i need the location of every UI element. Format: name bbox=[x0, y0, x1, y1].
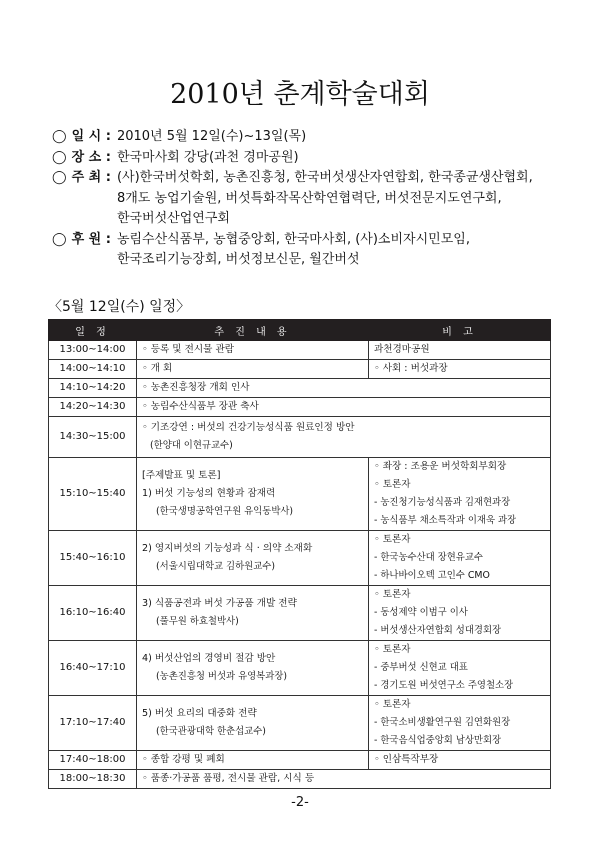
content-line: (한국생명공학연구원 유익동박사) bbox=[156, 506, 294, 517]
table-row bbox=[49, 341, 551, 360]
row-content bbox=[137, 531, 369, 586]
note-line: - 한국농수산대 장현유교수 bbox=[374, 552, 483, 563]
content-line: 3) 식품공전과 버섯 가공품 개발 전략 bbox=[142, 598, 297, 609]
circle-bullet-icon: ◯ bbox=[52, 149, 67, 165]
row-time: 15:40~16:10 bbox=[49, 531, 137, 586]
row-time: 17:10~17:40 bbox=[49, 696, 137, 751]
content-line: (한양대 이현규교수) bbox=[150, 440, 233, 451]
row-note bbox=[369, 751, 551, 770]
info-date bbox=[52, 127, 572, 148]
content-line: 5) 버섯 요리의 대중화 전략 bbox=[142, 708, 257, 719]
table-row bbox=[49, 531, 551, 586]
row-content bbox=[137, 379, 551, 398]
info-host-label: 주 최 : bbox=[71, 170, 111, 185]
info-place bbox=[52, 148, 572, 169]
info-date-value: 2010년 5월 12일(수)~13일(목) bbox=[116, 129, 307, 144]
row-time: 16:40~17:10 bbox=[49, 641, 137, 696]
row-time: 13:00~14:00 bbox=[49, 341, 137, 360]
content-line: (서울시립대학교 김하원교수) bbox=[156, 561, 275, 572]
circle-bullet-icon: ◯ bbox=[52, 170, 67, 185]
info-host-line: (사)한국버섯학회, 농촌진흥청, 한국버섯생산자연합회, 한국종균생산협회, bbox=[116, 170, 533, 185]
info-sponsor-label: 후 원 : bbox=[71, 231, 111, 247]
row-content bbox=[137, 341, 369, 360]
page-number: -2- bbox=[291, 795, 309, 810]
table-row bbox=[49, 586, 551, 641]
note-line: ◦ 토론자 bbox=[374, 479, 411, 490]
table-row bbox=[49, 770, 551, 789]
note-line: ◦ 좌장 : 조용운 버섯학회부회장 bbox=[374, 461, 507, 472]
note-line: 과천경마공원 bbox=[374, 344, 430, 355]
note-line: ◦ 인삼특작부장 bbox=[374, 754, 439, 765]
row-content bbox=[137, 417, 551, 458]
content-line: ◦ 개 회 bbox=[142, 363, 173, 374]
row-content bbox=[137, 770, 551, 789]
info-sponsor-line: 농림수산식품부, 농협중앙회, 한국마사회, (사)소비자시민모임, bbox=[116, 231, 470, 247]
content-line: [주제발표 및 토론] bbox=[142, 470, 221, 481]
row-note bbox=[369, 531, 551, 586]
info-host bbox=[52, 168, 572, 230]
table-header-row bbox=[49, 320, 551, 341]
note-line: - 중부버섯 신현교 대표 bbox=[374, 662, 468, 673]
table-row bbox=[49, 360, 551, 379]
row-time: 18:00~18:30 bbox=[49, 770, 137, 789]
content-line: 1) 버섯 기능성의 현황과 잠재력 bbox=[142, 488, 276, 499]
row-note bbox=[369, 586, 551, 641]
row-note bbox=[369, 641, 551, 696]
content-line: ◦ 등록 및 전시물 관람 bbox=[142, 344, 234, 355]
row-time: 15:10~15:40 bbox=[49, 458, 137, 531]
note-line: ◦ 토론자 bbox=[374, 644, 411, 655]
header-note: 비 고 bbox=[369, 320, 551, 341]
header-content: 추 진 내 용 bbox=[137, 320, 369, 341]
info-host-line: 8개도 농업기술원, 버섯특화작목산학연협력단, 버섯전문지도연구회, bbox=[116, 190, 502, 206]
content-line: ◦ 농촌진흥청장 개회 인사 bbox=[142, 382, 250, 393]
note-line: - 경기도원 버섯연구소 주영철소장 bbox=[374, 680, 514, 691]
note-line: - 농식품부 채소특작과 이재욱 과장 bbox=[374, 515, 517, 526]
schedule-title: 〈5월 12일(수) 일정〉 bbox=[48, 299, 191, 315]
content-line: ◦ 종합 강평 및 폐회 bbox=[142, 754, 225, 765]
row-content bbox=[137, 641, 369, 696]
header-time: 일 정 bbox=[49, 320, 137, 341]
schedule-table bbox=[48, 319, 551, 789]
row-note bbox=[369, 360, 551, 379]
table-row bbox=[49, 458, 551, 531]
table-row bbox=[49, 641, 551, 696]
content-line: 4) 버섯산업의 경영비 절감 방안 bbox=[142, 653, 276, 664]
row-time: 14:00~14:10 bbox=[49, 360, 137, 379]
row-time: 14:20~14:30 bbox=[49, 398, 137, 417]
note-line: - 버섯생산자연합회 성대경회장 bbox=[374, 625, 502, 636]
row-note bbox=[369, 341, 551, 360]
info-place-label: 장 소 : bbox=[71, 149, 111, 165]
note-line: - 하나바이오텍 고인수 CMO bbox=[374, 570, 490, 581]
content-line: (풀무원 하효철박사) bbox=[156, 616, 239, 627]
row-content bbox=[137, 751, 369, 770]
content-line: ◦ 품종·가공품 품평, 전시물 관람, 시식 등 bbox=[142, 773, 315, 784]
table-row bbox=[49, 398, 551, 417]
note-line: - 농진청기능성식품과 김재현과장 bbox=[374, 497, 511, 508]
table-row bbox=[49, 379, 551, 398]
row-time: 14:10~14:20 bbox=[49, 379, 137, 398]
note-line: ◦ 사회 : 버섯과장 bbox=[374, 363, 448, 374]
row-time: 14:30~15:00 bbox=[49, 417, 137, 458]
info-place-value: 한국마사회 강당(과천 경마공원) bbox=[116, 149, 299, 165]
row-time: 17:40~18:00 bbox=[49, 751, 137, 770]
row-content bbox=[137, 586, 369, 641]
info-sponsor-line: 한국조리기능장회, 버섯정보신문, 월간버섯 bbox=[116, 252, 360, 267]
circle-bullet-icon: ◯ bbox=[52, 231, 67, 247]
row-content bbox=[137, 696, 369, 751]
circle-bullet-icon: ◯ bbox=[52, 129, 67, 144]
content-line: (한국관광대학 한춘섭교수) bbox=[156, 726, 266, 737]
note-line: - 동성제약 이범구 이사 bbox=[374, 607, 468, 618]
content-line: (농촌진흥청 버섯과 유영복과장) bbox=[156, 671, 288, 682]
document-title: 2010년 춘계학술대회 bbox=[170, 79, 430, 110]
table-row bbox=[49, 751, 551, 770]
content-line: ◦ 농림수산식품부 장관 축사 bbox=[142, 401, 259, 412]
row-note bbox=[369, 696, 551, 751]
info-host-line: 한국버섯산업연구회 bbox=[116, 211, 230, 226]
row-content bbox=[137, 458, 369, 531]
note-line: ◦ 토론자 bbox=[374, 589, 411, 600]
table-row bbox=[49, 417, 551, 458]
content-line: ◦ 기조강연 : 버섯의 건강기능성식품 원료인정 방안 bbox=[142, 422, 355, 433]
row-content bbox=[137, 398, 551, 417]
note-line: - 한국음식업중앙회 남상만회장 bbox=[374, 735, 502, 746]
note-line: - 한국소비생활연구원 김연화원장 bbox=[374, 717, 511, 728]
row-content bbox=[137, 360, 369, 379]
row-time: 16:10~16:40 bbox=[49, 586, 137, 641]
event-info bbox=[52, 127, 572, 271]
info-sponsor bbox=[52, 230, 572, 271]
table-row bbox=[49, 696, 551, 751]
content-line: 2) 영지버섯의 기능성과 식 · 의약 소재화 bbox=[142, 543, 313, 554]
note-line: ◦ 토론자 bbox=[374, 699, 411, 710]
info-date-label: 일 시 : bbox=[71, 129, 111, 144]
row-note bbox=[369, 458, 551, 531]
note-line: ◦ 토론자 bbox=[374, 534, 411, 545]
